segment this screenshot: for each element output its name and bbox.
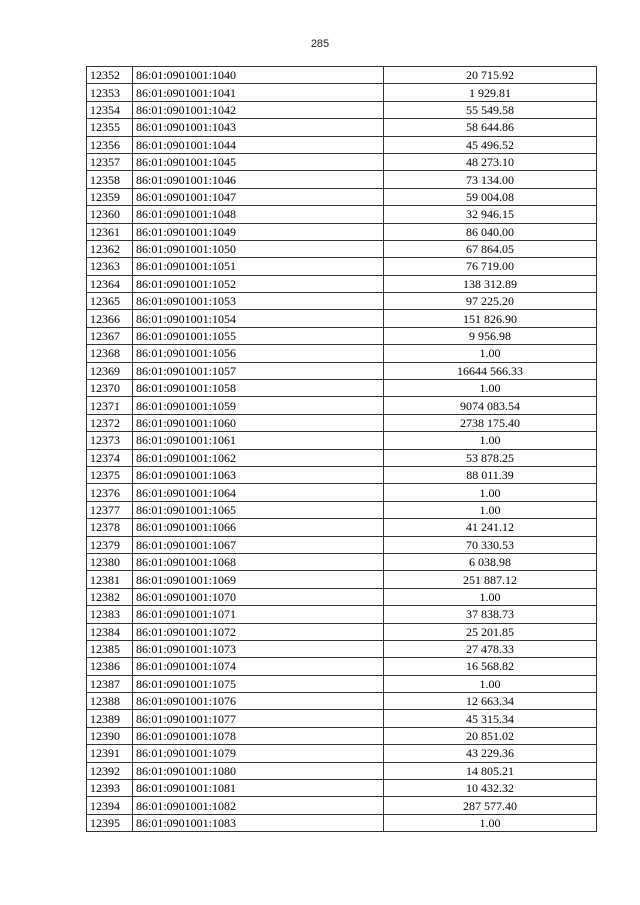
table-row	[87, 449, 597, 466]
row-number-cell: 12376	[87, 484, 133, 501]
table-row	[87, 780, 597, 797]
value-cell: 86 040.00	[384, 223, 597, 240]
cadastral-number-cell: 86:01:0901001:1055	[133, 327, 384, 344]
cadastral-number-cell: 86:01:0901001:1053	[133, 293, 384, 310]
table-row	[87, 814, 597, 831]
table-row	[87, 275, 597, 292]
value-cell: 9074 083.54	[384, 397, 597, 414]
cadastral-number-cell: 86:01:0901001:1059	[133, 397, 384, 414]
table-row	[87, 745, 597, 762]
value-cell: 287 577.40	[384, 797, 597, 814]
table-row	[87, 67, 597, 84]
table-row	[87, 501, 597, 518]
value-cell: 1.00	[384, 675, 597, 692]
table-row	[87, 153, 597, 170]
table-row	[87, 466, 597, 483]
row-number-cell: 12385	[87, 640, 133, 657]
row-number-cell: 12386	[87, 658, 133, 675]
table-row	[87, 380, 597, 397]
table-row	[87, 553, 597, 570]
value-cell: 73 134.00	[384, 171, 597, 188]
value-cell: 1.00	[384, 814, 597, 831]
cadastral-number-cell: 86:01:0901001:1065	[133, 501, 384, 518]
value-cell: 1.00	[384, 501, 597, 518]
row-number-cell: 12360	[87, 206, 133, 223]
cadastral-number-cell: 86:01:0901001:1073	[133, 640, 384, 657]
table-row	[87, 188, 597, 205]
cadastral-value-table	[86, 66, 597, 832]
table-row	[87, 710, 597, 727]
cadastral-number-cell: 86:01:0901001:1077	[133, 710, 384, 727]
value-cell: 67 864.05	[384, 240, 597, 257]
page-number: 285	[310, 38, 330, 50]
row-number-cell: 12357	[87, 153, 133, 170]
row-number-cell: 12354	[87, 101, 133, 118]
row-number-cell: 12374	[87, 449, 133, 466]
cadastral-number-cell: 86:01:0901001:1043	[133, 119, 384, 136]
value-cell: 43 229.36	[384, 745, 597, 762]
cadastral-number-cell: 86:01:0901001:1049	[133, 223, 384, 240]
table-row	[87, 327, 597, 344]
cadastral-number-cell: 86:01:0901001:1063	[133, 466, 384, 483]
table-row	[87, 206, 597, 223]
row-number-cell: 12352	[87, 67, 133, 84]
row-number-cell: 12365	[87, 293, 133, 310]
table-row	[87, 119, 597, 136]
cadastral-number-cell: 86:01:0901001:1075	[133, 675, 384, 692]
value-cell: 1.00	[384, 380, 597, 397]
value-cell: 45 496.52	[384, 136, 597, 153]
cadastral-number-cell: 86:01:0901001:1064	[133, 484, 384, 501]
cadastral-number-cell: 86:01:0901001:1070	[133, 588, 384, 605]
cadastral-number-cell: 86:01:0901001:1054	[133, 310, 384, 327]
row-number-cell: 12369	[87, 362, 133, 379]
value-cell: 1 929.81	[384, 84, 597, 101]
value-cell: 53 878.25	[384, 449, 597, 466]
value-cell: 76 719.00	[384, 258, 597, 275]
value-cell: 16 568.82	[384, 658, 597, 675]
row-number-cell: 12380	[87, 553, 133, 570]
cadastral-number-cell: 86:01:0901001:1083	[133, 814, 384, 831]
value-cell: 151 826.90	[384, 310, 597, 327]
table-row	[87, 84, 597, 101]
cadastral-number-cell: 86:01:0901001:1067	[133, 536, 384, 553]
row-number-cell: 12381	[87, 571, 133, 588]
row-number-cell: 12393	[87, 780, 133, 797]
table-row	[87, 606, 597, 623]
value-cell: 20 851.02	[384, 727, 597, 744]
row-number-cell: 12388	[87, 693, 133, 710]
row-number-cell: 12367	[87, 327, 133, 344]
value-cell: 88 011.39	[384, 466, 597, 483]
row-number-cell: 12382	[87, 588, 133, 605]
row-number-cell: 12353	[87, 84, 133, 101]
table-row	[87, 293, 597, 310]
row-number-cell: 12366	[87, 310, 133, 327]
value-cell: 37 838.73	[384, 606, 597, 623]
table-row	[87, 675, 597, 692]
value-cell: 58 644.86	[384, 119, 597, 136]
value-cell: 59 004.08	[384, 188, 597, 205]
value-cell: 20 715.92	[384, 67, 597, 84]
value-cell: 41 241.12	[384, 519, 597, 536]
cadastral-number-cell: 86:01:0901001:1082	[133, 797, 384, 814]
value-cell: 1.00	[384, 588, 597, 605]
table-row	[87, 797, 597, 814]
table-row	[87, 223, 597, 240]
row-number-cell: 12359	[87, 188, 133, 205]
table-row	[87, 623, 597, 640]
table-row	[87, 101, 597, 118]
cadastral-number-cell: 86:01:0901001:1051	[133, 258, 384, 275]
row-number-cell: 12377	[87, 501, 133, 518]
table-row	[87, 345, 597, 362]
value-cell: 97 225.20	[384, 293, 597, 310]
row-number-cell: 12383	[87, 606, 133, 623]
cadastral-number-cell: 86:01:0901001:1058	[133, 380, 384, 397]
table-row	[87, 693, 597, 710]
cadastral-number-cell: 86:01:0901001:1068	[133, 553, 384, 570]
value-cell: 2738 175.40	[384, 414, 597, 431]
cadastral-number-cell: 86:01:0901001:1040	[133, 67, 384, 84]
table-row	[87, 362, 597, 379]
value-cell: 45 315.34	[384, 710, 597, 727]
cadastral-number-cell: 86:01:0901001:1041	[133, 84, 384, 101]
cadastral-number-cell: 86:01:0901001:1062	[133, 449, 384, 466]
row-number-cell: 12384	[87, 623, 133, 640]
value-cell: 16644 566.33	[384, 362, 597, 379]
row-number-cell: 12363	[87, 258, 133, 275]
cadastral-number-cell: 86:01:0901001:1078	[133, 727, 384, 744]
row-number-cell: 12355	[87, 119, 133, 136]
cadastral-number-cell: 86:01:0901001:1066	[133, 519, 384, 536]
table-row	[87, 414, 597, 431]
row-number-cell: 12364	[87, 275, 133, 292]
table-row	[87, 571, 597, 588]
row-number-cell: 12362	[87, 240, 133, 257]
row-number-cell: 12378	[87, 519, 133, 536]
value-cell: 12 663.34	[384, 693, 597, 710]
table-row	[87, 519, 597, 536]
table-row	[87, 658, 597, 675]
cadastral-number-cell: 86:01:0901001:1056	[133, 345, 384, 362]
cadastral-number-cell: 86:01:0901001:1045	[133, 153, 384, 170]
row-number-cell: 12387	[87, 675, 133, 692]
row-number-cell: 12361	[87, 223, 133, 240]
value-cell: 1.00	[384, 345, 597, 362]
table-row	[87, 397, 597, 414]
row-number-cell: 12391	[87, 745, 133, 762]
cadastral-number-cell: 86:01:0901001:1081	[133, 780, 384, 797]
value-cell: 9 956.98	[384, 327, 597, 344]
value-cell: 1.00	[384, 484, 597, 501]
table-row	[87, 727, 597, 744]
cadastral-number-cell: 86:01:0901001:1052	[133, 275, 384, 292]
cadastral-number-cell: 86:01:0901001:1069	[133, 571, 384, 588]
row-number-cell: 12394	[87, 797, 133, 814]
row-number-cell: 12358	[87, 171, 133, 188]
row-number-cell: 12356	[87, 136, 133, 153]
row-number-cell: 12392	[87, 762, 133, 779]
row-number-cell: 12371	[87, 397, 133, 414]
value-cell: 14 805.21	[384, 762, 597, 779]
value-cell: 32 946.15	[384, 206, 597, 223]
value-cell: 6 038.98	[384, 553, 597, 570]
value-cell: 27 478.33	[384, 640, 597, 657]
cadastral-number-cell: 86:01:0901001:1048	[133, 206, 384, 223]
table-body	[87, 67, 597, 832]
table-row	[87, 171, 597, 188]
value-cell: 25 201.85	[384, 623, 597, 640]
row-number-cell: 12390	[87, 727, 133, 744]
cadastral-number-cell: 86:01:0901001:1080	[133, 762, 384, 779]
cadastral-number-cell: 86:01:0901001:1071	[133, 606, 384, 623]
value-cell: 138 312.89	[384, 275, 597, 292]
row-number-cell: 12373	[87, 432, 133, 449]
table-row	[87, 536, 597, 553]
row-number-cell: 12372	[87, 414, 133, 431]
cadastral-number-cell: 86:01:0901001:1079	[133, 745, 384, 762]
table-row	[87, 484, 597, 501]
row-number-cell: 12375	[87, 466, 133, 483]
cadastral-number-cell: 86:01:0901001:1057	[133, 362, 384, 379]
cadastral-number-cell: 86:01:0901001:1061	[133, 432, 384, 449]
value-cell: 1.00	[384, 432, 597, 449]
value-cell: 251 887.12	[384, 571, 597, 588]
table-row	[87, 762, 597, 779]
row-number-cell: 12370	[87, 380, 133, 397]
table-row	[87, 310, 597, 327]
table-row	[87, 136, 597, 153]
value-cell: 55 549.58	[384, 101, 597, 118]
value-cell: 48 273.10	[384, 153, 597, 170]
table-row	[87, 588, 597, 605]
cadastral-number-cell: 86:01:0901001:1044	[133, 136, 384, 153]
cadastral-number-cell: 86:01:0901001:1074	[133, 658, 384, 675]
table-row	[87, 432, 597, 449]
cadastral-number-cell: 86:01:0901001:1046	[133, 171, 384, 188]
row-number-cell: 12368	[87, 345, 133, 362]
cadastral-number-cell: 86:01:0901001:1042	[133, 101, 384, 118]
row-number-cell: 12395	[87, 814, 133, 831]
cadastral-number-cell: 86:01:0901001:1060	[133, 414, 384, 431]
cadastral-number-cell: 86:01:0901001:1072	[133, 623, 384, 640]
value-cell: 70 330.53	[384, 536, 597, 553]
table-row	[87, 240, 597, 257]
table-row	[87, 258, 597, 275]
cadastral-number-cell: 86:01:0901001:1076	[133, 693, 384, 710]
row-number-cell: 12379	[87, 536, 133, 553]
cadastral-number-cell: 86:01:0901001:1050	[133, 240, 384, 257]
cadastral-number-cell: 86:01:0901001:1047	[133, 188, 384, 205]
value-cell: 10 432.32	[384, 780, 597, 797]
row-number-cell: 12389	[87, 710, 133, 727]
table-row	[87, 640, 597, 657]
